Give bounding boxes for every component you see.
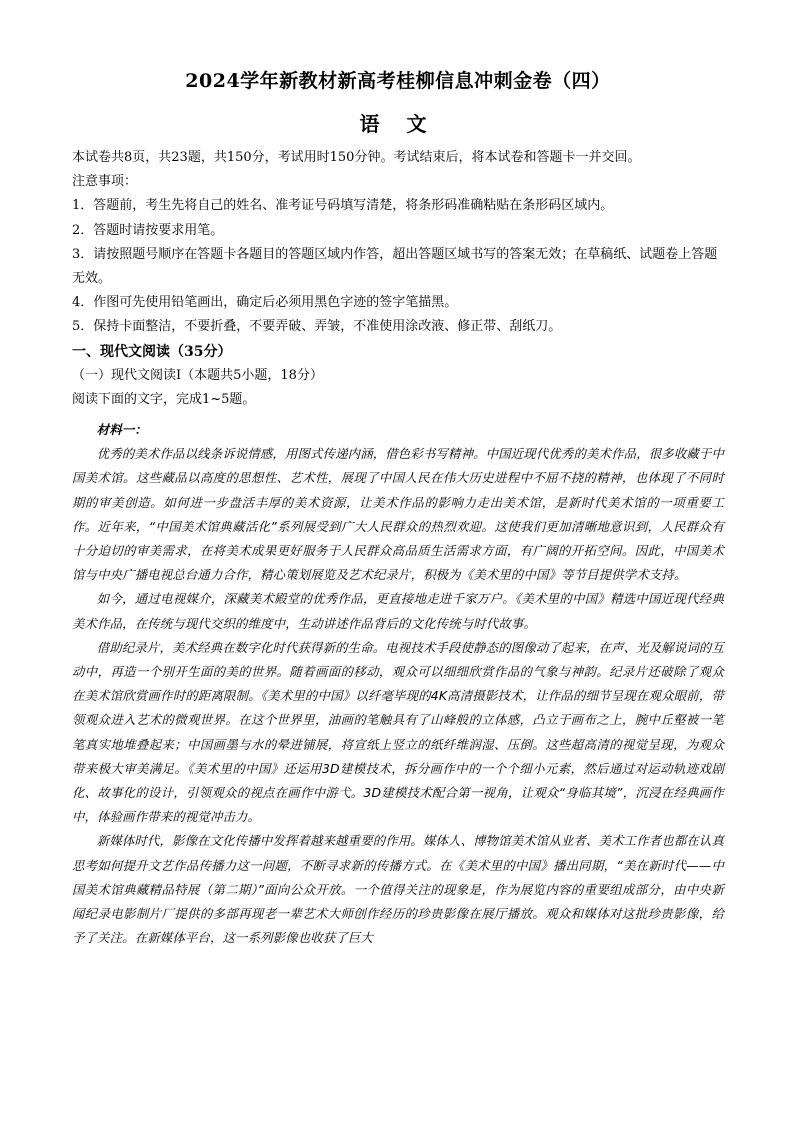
note-item: 3．请按照题号顺序在答题卡各题目的答题区域内作答，超出答题区域书写的答案无效；在草稿纸、试题卷上答题无效。	[72, 246, 718, 287]
exam-intro: 本试卷共8页，共23题，共150分，考试用时150分钟。考试结束后，将本试卷和答题卡一并交回。	[72, 150, 641, 165]
passage-paragraph: 新媒体时代，影像在文化传播中发挥着越来越重要的作用。媒体人、博物馆美术馆从业者、美术工作者也都在认真思考如何提升文艺作品传播力这一问题，不断寻求新的传播方式。在《美术里的中国》播出同期，“美在新时代——中国美术馆典藏精品特展（第二期）”面向公众开放。一个值得关注的现象是，作为展览内容的重要组成部分，由中央新闻纪录电影制片厂提供的多部再现老一辈艺术大师创作经历的珍贵影像在展厅播放。观众和媒体对这批珍贵影像，给予了关注。在新媒体平台，这一系列影像也收获了巨大	[72, 833, 724, 946]
notes-heading: 注意事项：	[72, 174, 138, 190]
section-heading: 一、现代文阅读（35分）	[72, 343, 232, 360]
note-item: 2．答题时请按要求用笔。	[72, 222, 224, 238]
material-label: 材料一：	[96, 422, 147, 437]
passage-paragraph: 借助纪录片，美术经典在数字化时代获得新的生命。电视技术手段使静态的图像动了起来，在声、光及解说词的互动中，再造一个别开生面的美的世界。随着画面的移动，观众可以细细欣赏作品的气象与神韵。纪录片还破除了观众在美术馆欣赏画作时的距离限制。《美术里的中国》以纤毫毕现的4K高清摄影技术，让作品的细节呈现在观众眼前，带领观众进入艺术的微观世界。在这个世界里，油画的笔触具有了山峰般的立体感，凸立于画布之上，腕中丘壑被一笔笔真实地堆叠起来；中国画墨与水的晕进铺展，将宣纸上竖立的纸纤维润湿、压倒。这些超高清的视觉呈现，为观众带来极大审美满足。《美术里的中国》还运用3D建模技术，拆分画作中的一个个细小元素，然后通过对运动轨迹戏剧化、故事化的设计，引领观众的视点在画作中游弋。3D建模技术配合第一视角，让观众“身临其境”，沉浸在经典画作中，体验画作带来的视觉冲击力。	[72, 639, 724, 825]
section-subheading: （一）现代文阅读I（本题共5小题，18分）	[72, 367, 323, 383]
reading-passage	[72, 418, 724, 950]
exam-title: 2024学年新教材新高考桂柳信息冲刺金卷（四）	[185, 70, 611, 92]
note-item: 5．保持卡面整洁，不要折叠，不要弄破、弄皱，不准使用涂改液、修正带、刮纸刀。	[72, 319, 562, 335]
note-item: 1．答题前，考生先将自己的姓名、准考证号码填写清楚，将条形码准确粘贴在条形码区域内。	[72, 198, 614, 214]
passage-paragraph: 如今，通过电视媒介，深藏美术殿堂的优秀作品，更直接地走进千家万户。《美术里的中国》精选中国近现代经典美术作品，在传统与现代交织的维度中，生动讲述作品背后的文化传统与时代故事。	[72, 591, 724, 631]
section-directions: 阅读下面的文字，完成1~5题。	[72, 392, 256, 408]
passage-paragraph: 优秀的美术作品以线条诉说情感，用图式传递内涵，借色彩书写精神。中国近现代优秀的美术作品，很多收藏于中国美术馆。这些藏品以高度的思想性、艺术性，展现了中国人民在伟大历史进程中不屈不挠的精神，也体现了不同时期的审美创造。如何进一步盘活丰厚的美术资源，让美术作品的影响力走出美术馆，是新时代美术馆的一项重要工作。近年来，“中国美术馆典藏活化”系列展受到广大人民群众的热烈欢迎。这使我们更加清晰地意识到，人民群众有十分迫切的审美需求，在将美术成果更好服务于人民群众高品质生活需求方面，有广阔的开拓空间。因此，中国美术馆与中央广播电视总台通力合作，精心策划展览及艺术纪录片，积极为《美术里的中国》等节目提供学术支持。	[72, 446, 724, 583]
note-item: 4．作图可先使用铅笔画出，确定后必须用黑色字迹的签字笔描黑。	[72, 295, 458, 311]
subject-title: 语 文	[359, 112, 437, 136]
instructions	[72, 146, 724, 412]
